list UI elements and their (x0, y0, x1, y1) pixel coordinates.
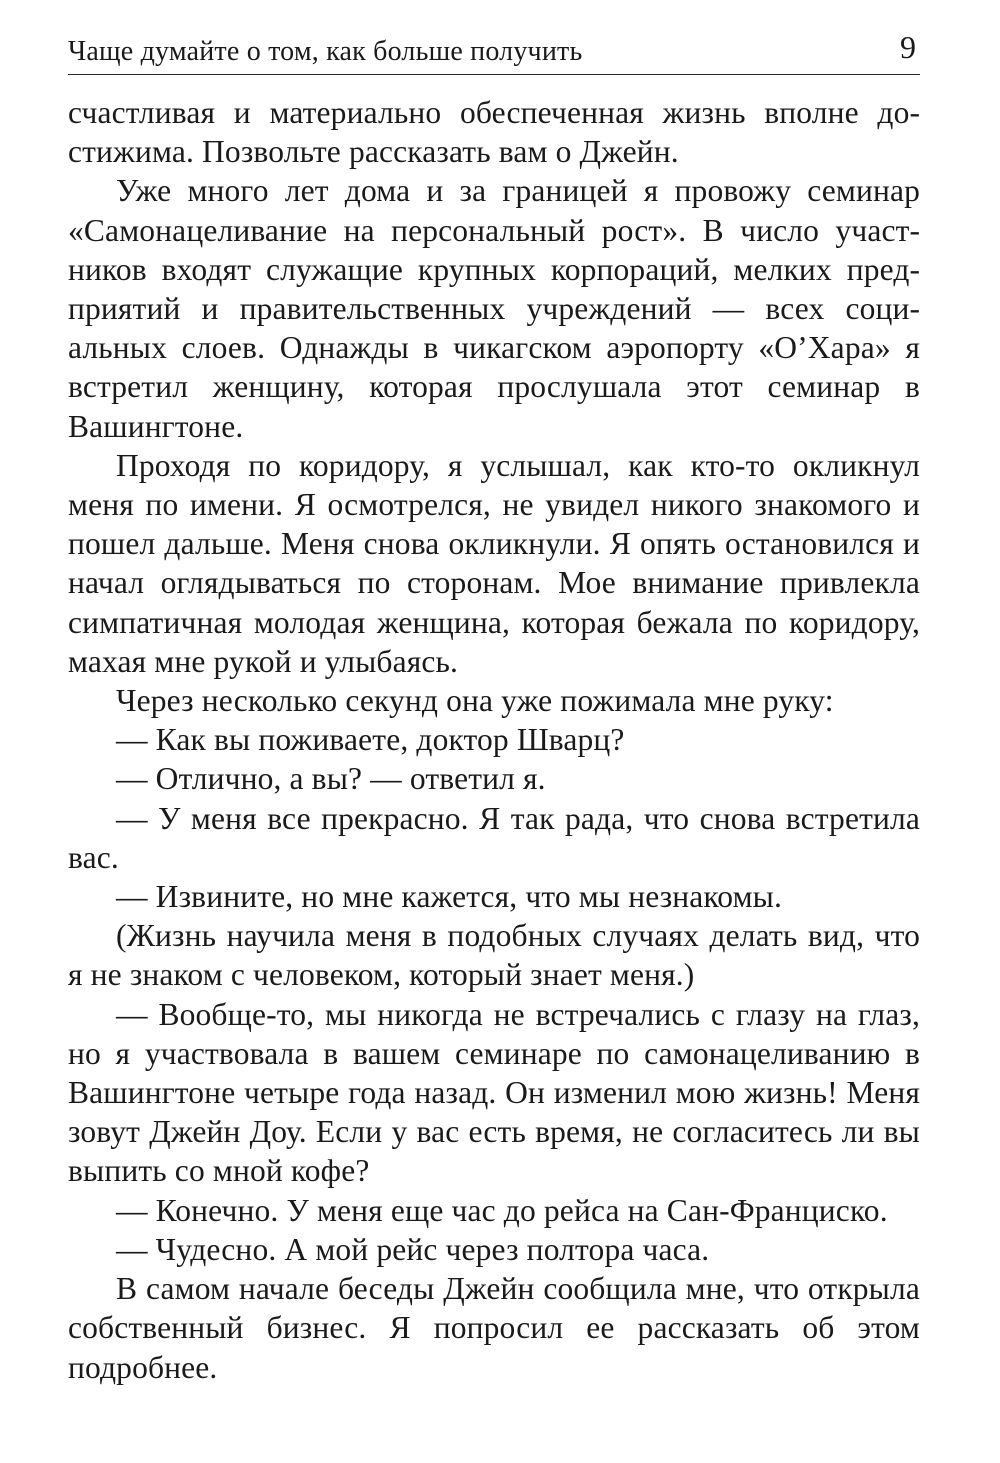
paragraph-aside: (Жизнь научила меня в подобных случаях делать вид, что я не знаком с человеком, который знает меня.) (68, 918, 920, 993)
paragraph-continued: счастливая и материально обеспеченная жизнь вполне достижима. Позвольте рассказать вам о Джейн. (68, 95, 920, 170)
dialogue-line: — Вообще-то, мы никогда не встречались с глазу на глаз, но я участвовала в вашем семинаре по самонацеливанию в Вашингтоне четыре года назад. Он изменил мою жизнь! Меня зовут Джейн Доу. Если у вас есть время, не согласитесь ли вы выпить со мной кофе? (68, 996, 920, 1189)
paragraph-business: В самом начале беседы Джейн сообщила мне, что открыла собственный бизнес. Я попросил ее рассказать об этом подробнее. (68, 1271, 920, 1385)
paragraph-handshake: Через несколько секунд она уже пожимала мне руку: (116, 683, 834, 719)
dialogue-line: — У меня все прекрасно. Я так рада, что снова встретила вас. (68, 800, 920, 875)
dialogue-line: — Извините, но мне кажется, что мы незнакомы. (116, 879, 783, 915)
running-head (68, 28, 920, 75)
dialogue-line: — Конечно. У меня еще час до рейса на Сан-Франциско. (116, 1192, 888, 1228)
running-title: Чаще думайте о том, как больше получить (68, 36, 583, 67)
dialogue-line: — Чудесно. А мой рейс через полтора часа. (116, 1231, 710, 1267)
body-text (68, 93, 920, 1387)
dialogue-line: — Отлично, а вы? — ответил я. (116, 761, 546, 797)
paragraph-seminar: Уже много лет дома и за границей я провожу семинар «Самонацеливание на персональный рост». В число участников входят служащие крупных корпораций, мелких предприятий и правительственных учреждений — всех социальных слоев. Однажды в чикагском аэропорту «О’Хара» я встретил женщину, которая прослушала этот семинар в Вашингтоне. (68, 173, 920, 444)
paragraph-corridor: Проходя по коридору, я услышал, как кто-то окликнул меня по имени. Я осмотрелся, не увидел никого знакомого и пошел дальше. Меня снова окликнули. Я опять остановился и начал оглядываться по сторонам. Мое внимание привлекла симпатичная молодая женщина, которая бежала по коридору, махая мне рукой и улыбаясь. (68, 447, 920, 679)
book-page (68, 28, 920, 1387)
page-number: 9 (900, 29, 916, 65)
dialogue-line: — Как вы поживаете, доктор Шварц? (116, 722, 625, 758)
